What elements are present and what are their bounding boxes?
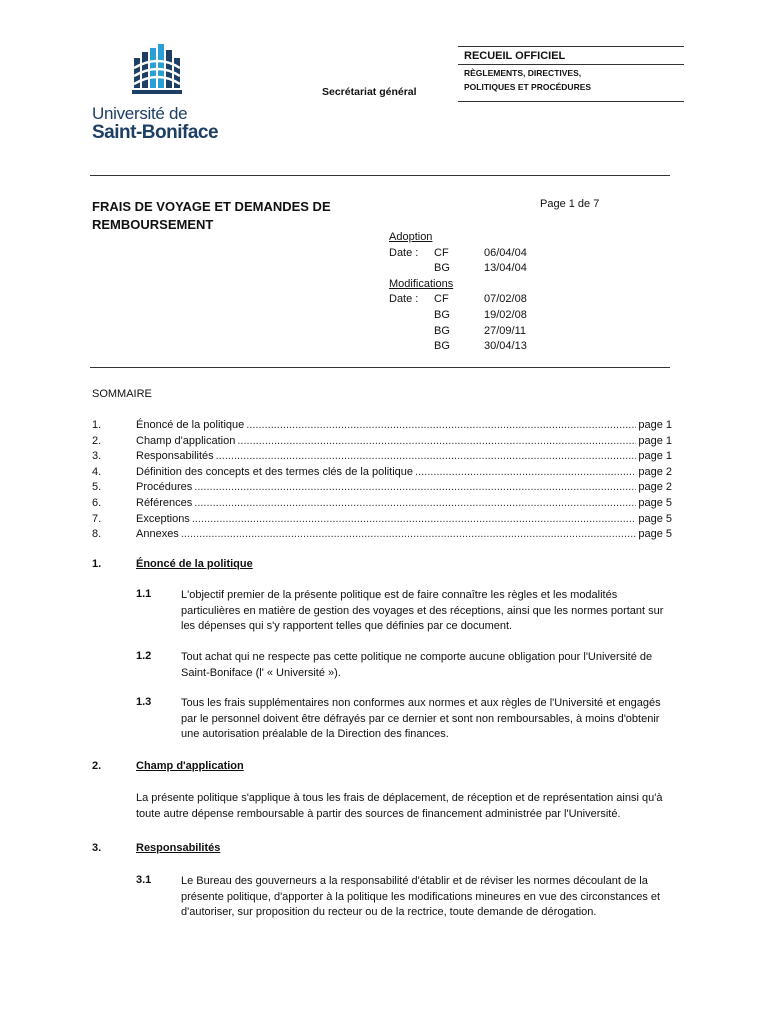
modifications-label: Modifications [389, 277, 454, 290]
modification-date: 30/04/13 [484, 340, 527, 353]
approval-date: 13/04/04 [484, 262, 527, 275]
section-1-title: Énoncé de la politique [136, 558, 253, 570]
recueil-subtitle-2: POLITIQUES ET PROCÉDURES [464, 82, 592, 92]
divider [458, 64, 684, 65]
recueil-title: RECUEIL OFFICIEL [464, 50, 566, 62]
date-label: Date : [389, 293, 419, 306]
approving-body: CF [434, 293, 449, 306]
clause-1-2-text: Tout achat qui ne respecte pas cette politique ne comporte aucune obligation pour l'Université de Saint-Boniface (l' « Université »). [181, 651, 653, 679]
modification-date: 07/02/08 [484, 293, 527, 306]
clause-1-1-number: 1.1 [136, 588, 152, 600]
revision-history [389, 230, 527, 355]
approving-body: CF [434, 246, 449, 259]
toc-item[interactable]: 2. Champ d'application ..... page 1 [92, 434, 672, 450]
document-title [92, 198, 352, 234]
modification-date: 19/02/08 [484, 308, 527, 321]
adoption-label: Adoption [389, 231, 433, 243]
clause-1-1-text: L'objectif premier de la présente politique est de faire connaître les règles et les modalités particulières en matière de gestion des voyages et des réceptions, ainsi que les normes portant sur les dépenses qui s'y rapportent telles que définies par ce document. [181, 589, 664, 633]
section-3-title: Responsabilités [136, 842, 221, 854]
modification-row [389, 308, 527, 324]
logo-text-line2: Saint-Boniface [92, 122, 219, 143]
approving-body: BG [434, 308, 450, 321]
section-1-number: 1. [92, 558, 102, 570]
approving-body: BG [434, 324, 450, 337]
divider [90, 367, 670, 368]
modification-date: 27/09/11 [484, 324, 527, 337]
toc-item[interactable]: 5. Procédures ..... page 2 [92, 480, 672, 496]
toc-item[interactable]: 7. Exceptions ..... page 5 [92, 512, 672, 528]
section-2-title: Champ d'application [136, 760, 244, 772]
divider [458, 46, 684, 47]
sommaire-heading: SOMMAIRE [92, 388, 152, 400]
adoption-row [389, 261, 527, 277]
toc-item[interactable]: 8. Annexes ..... page 5 [92, 527, 672, 543]
approval-date: 06/04/04 [484, 246, 527, 259]
modification-row [389, 339, 527, 355]
clause-3-1-text: Le Bureau des gouverneurs a la responsabilité d'établir et de réviser les normes découlant de la présente politique, d'apporter à la politique les modifications mineures en vue des circonstances et d'autoriser, sur proposition du recteur ou de la rectrice, toute demande de dérogation. [181, 875, 661, 919]
toc-item[interactable]: 4. Définition des concepts et des termes clés de la politique ..... page 2 [92, 465, 672, 481]
divider [90, 175, 670, 176]
table-of-contents [92, 418, 672, 543]
document-title-line1: FRAIS DE VOYAGE ET DEMANDES DE [92, 199, 331, 214]
secretariat-label: Secrétariat général [322, 86, 417, 98]
section-2-text: La présente politique s'applique à tous les frais de déplacement, de réception et de représentation ainsi qu'à toute autre dépense remboursable à partir des sources de financement administrée par l'Université. [136, 792, 663, 820]
toc-item[interactable]: 1. Énoncé de la politique ..... page 1 [92, 418, 672, 434]
clause-1-3-text: Tous les frais supplémentaires non conformes aux normes et aux règles de l'Université et engagés par le personnel doivent être défrayés par ce dernier et sont non remboursables, à moins d'obtenir une autorisation préalable de la Direction des finances. [181, 697, 661, 741]
approving-body: BG [434, 340, 450, 353]
clause-3-1-number: 3.1 [136, 874, 152, 886]
recueil-subtitle-1: RÈGLEMENTS, DIRECTIVES, [464, 68, 582, 78]
page-indicator: Page 1 de 7 [540, 198, 600, 210]
logo-text-line1: Université de [92, 104, 188, 123]
university-logo [92, 44, 222, 144]
date-label: Date : [389, 246, 419, 259]
section-2-number: 2. [92, 760, 102, 772]
document-title-line2: REMBOURSEMENT [92, 217, 214, 232]
adoption-row [389, 246, 527, 262]
toc-item[interactable]: 6. Références ..... page 5 [92, 496, 672, 512]
modification-row [389, 324, 527, 340]
clause-1-2-number: 1.2 [136, 650, 152, 662]
clause-1-3-number: 1.3 [136, 696, 152, 708]
modification-row [389, 292, 527, 308]
section-3-number: 3. [92, 842, 102, 854]
logo-emblem-icon [132, 44, 184, 100]
divider [458, 101, 684, 102]
approving-body: BG [434, 262, 450, 275]
toc-item[interactable]: 3. Responsabilités ..... page 1 [92, 449, 672, 465]
